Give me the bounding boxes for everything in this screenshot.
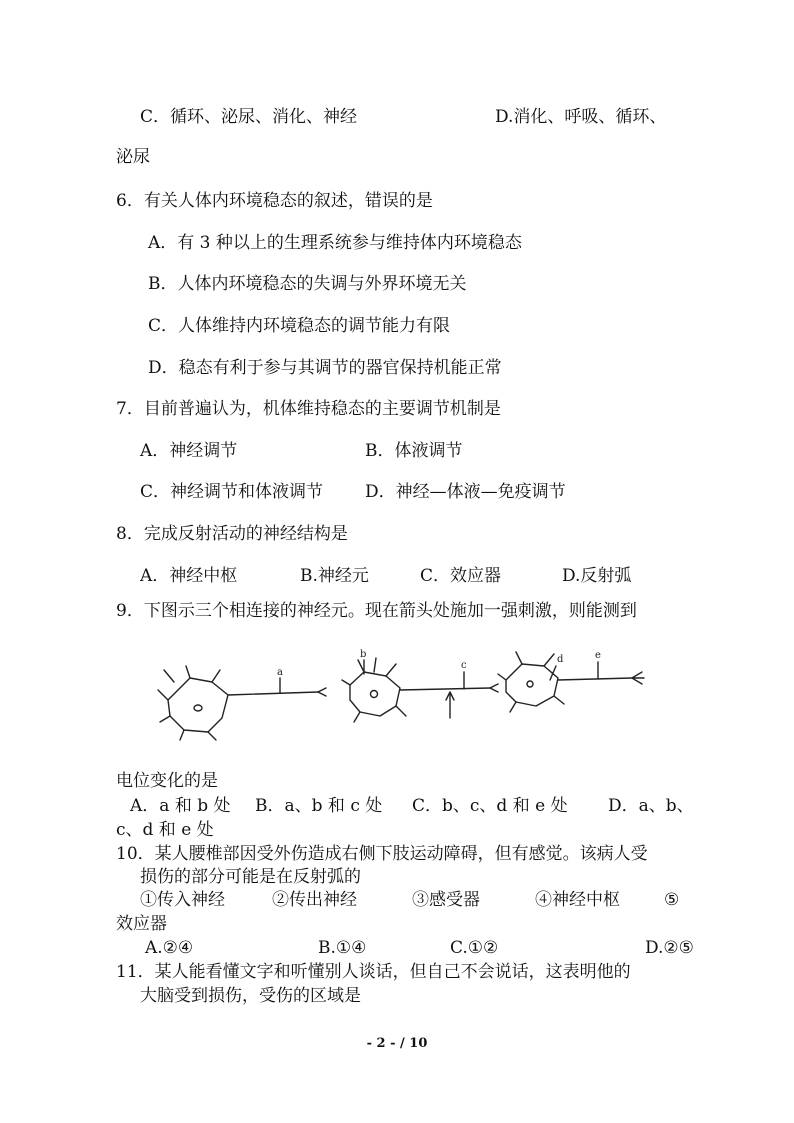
q7-option-d: D．神经—体液—免疫调节 <box>365 482 566 502</box>
q6-option-a: A．有 3 种以上的生理系统参与维持体内环境稳态 <box>148 233 522 253</box>
neuron-diagram <box>150 640 660 750</box>
q7-option-b: B．体液调节 <box>365 441 463 461</box>
q11-stem-continued: 大脑受到损伤，受伤的区域是 <box>140 986 361 1006</box>
label-d: d <box>557 654 564 665</box>
q8-option-c: C．效应器 <box>420 566 502 586</box>
q8-option-a: A．神经中枢 <box>140 566 238 586</box>
q7-option-a: A．神经调节 <box>140 441 238 461</box>
q9-stem: 9．下图示三个相连接的神经元。现在箭头处施加一强刺激，则能测到 <box>116 601 637 621</box>
page-number: - 2 - / 10 <box>366 1036 428 1051</box>
neuron-2-nucleus <box>371 691 378 698</box>
q10-item-5-continued: 效应器 <box>116 914 167 934</box>
q9-option-b: B．a、b 和 c 处 <box>255 796 383 816</box>
label-c: c <box>461 660 467 671</box>
neuron-3-nucleus <box>527 681 533 687</box>
neuron-2-axon <box>400 688 490 690</box>
q10-stem-continued: 损伤的部分可能是在反射弧的 <box>140 867 361 887</box>
q10-option-a: A.②④ <box>145 938 194 958</box>
neuron-1-nucleus <box>194 705 202 711</box>
q9-option-d-continued: c、d 和 e 处 <box>116 820 214 840</box>
marker-d <box>550 666 556 680</box>
q8-stem: 8．完成反射活动的神经结构是 <box>116 524 348 544</box>
q7-option-c: C．神经调节和体液调节 <box>140 482 324 502</box>
label-e: e <box>595 650 601 661</box>
stimulus-arrow <box>446 692 454 718</box>
q10-option-b: B.①④ <box>318 938 367 958</box>
q6-option-d: D．稳态有利于参与其调节的器官保持机能正常 <box>148 358 502 378</box>
neuron-1-axon <box>228 692 318 695</box>
label-a: a <box>277 667 283 678</box>
q5-option-d: D.消化、呼吸、循环、 <box>495 107 667 127</box>
q10-item-3: ③感受器 <box>412 890 480 910</box>
q9-option-c: C．b、c、d 和 e 处 <box>412 796 568 816</box>
q9-option-d: D．a、b、 <box>608 796 694 816</box>
q10-option-c: C.①② <box>450 938 499 958</box>
q10-item-4: ④神经中枢 <box>535 890 620 910</box>
q6-option-b: B．人体内环境稳态的失调与外界环境无关 <box>148 274 467 294</box>
neuron-3-body <box>506 664 558 706</box>
q8-option-b: B.神经元 <box>300 566 369 586</box>
q5-option-c: C．循环、泌尿、消化、神经 <box>140 107 358 127</box>
q10-stem: 10．某人腰椎部因受外伤造成右侧下肢运动障碍，但有感觉。该病人受 <box>116 844 648 864</box>
q8-option-d: D.反射弧 <box>562 566 632 586</box>
q7-stem: 7．目前普遍认为，机体维持稳态的主要调节机制是 <box>116 399 501 419</box>
label-b: b <box>360 649 367 660</box>
q9-option-a: A．a 和 b 处 <box>130 796 231 816</box>
neuron-2-body <box>350 672 400 716</box>
q5-option-d-continued: 泌尿 <box>116 147 150 167</box>
q10-item-1: ①传入神经 <box>140 890 225 910</box>
q10-item-2: ②传出神经 <box>272 890 357 910</box>
neuron-3-axon <box>558 678 632 680</box>
q10-item-5: ⑤ <box>664 890 680 910</box>
q6-stem: 6．有关人体内环境稳态的叙述，错误的是 <box>116 191 433 211</box>
q6-option-c: C．人体维持内环境稳态的调节能力有限 <box>148 316 451 336</box>
q11-stem: 11．某人能看懂文字和听懂别人谈话，但自己不会说话，这表明他的 <box>116 962 631 982</box>
q10-option-d: D.②⑤ <box>645 938 694 958</box>
q9-stem-continued: 电位变化的是 <box>116 771 218 791</box>
